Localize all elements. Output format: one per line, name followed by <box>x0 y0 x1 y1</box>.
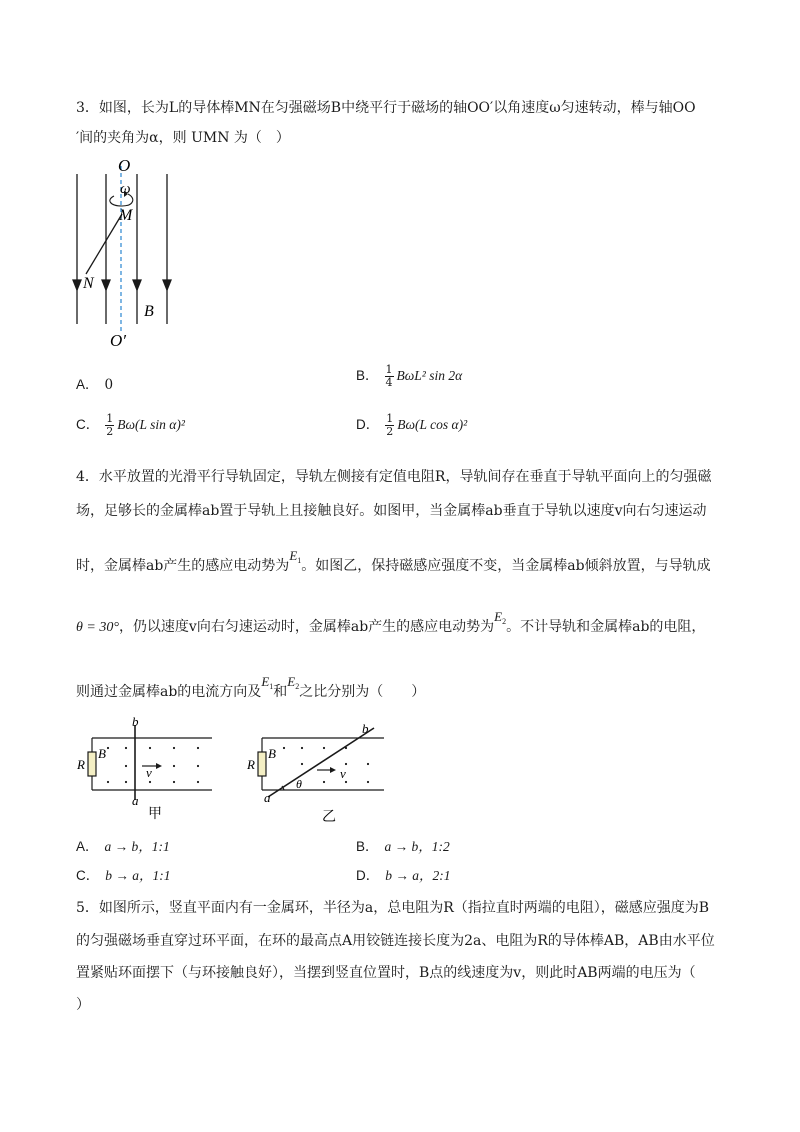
field-arrow-3 <box>133 280 141 290</box>
q3-option-d: D． $\frac{1}{2}$ Bω(L cos α)² <box>356 412 468 438</box>
q4-text-line1: 4．水平放置的光滑平行导轨固定，导轨左侧接有定值电阻R，导轨间存在垂直于导轨平面向上的匀强磁 <box>76 469 712 485</box>
q5-text-line4: ） <box>76 997 90 1013</box>
rod-mn <box>86 214 122 274</box>
svg-text:B: B <box>268 746 276 761</box>
label-o: O <box>118 156 131 175</box>
q4-option-c: C． b → a，1:1 <box>76 868 171 883</box>
field-arrow-1 <box>73 280 81 290</box>
q3-text-line1: 3．如图，长为L的导体棒MN在匀强磁场B中绕平行于磁场的轴OO′以角速度ω匀速转动，棒与轴OO <box>76 100 696 116</box>
q4-text-line5: 则通过金属棒ab的电流方向及$E_1$和$E_2$之比分别为（ ） <box>76 674 426 700</box>
q3-figure <box>62 152 192 352</box>
q4-text-line2: 场，足够长的金属棒ab置于导轨上且接触良好。如图甲，当金属棒ab垂直于导轨以速度v向右匀速运动 <box>76 503 707 519</box>
svg-text:b: b <box>132 716 139 729</box>
svg-text:v: v <box>146 765 152 780</box>
svg-text:a: a <box>132 793 139 808</box>
svg-text:R: R <box>247 757 255 772</box>
field-arrow-4 <box>163 280 171 290</box>
label-omega: ω <box>120 181 131 197</box>
label-n: N <box>83 275 94 292</box>
svg-text:B: B <box>98 746 106 761</box>
q3-option-b: B． $\frac{1}{4}$ BωL² sin 2α <box>356 363 463 389</box>
label-o-prime: O′ <box>110 331 126 350</box>
resistor-r <box>258 752 266 776</box>
field-dots <box>107 747 199 783</box>
q5-text-line1: 5．如图所示，竖直平面内有一金属环，半径为a，总电阻为R（指拉直时两端的电阻），磁感应强度为B <box>76 900 710 916</box>
q3-option-a: A． 0 <box>76 377 114 393</box>
label-b: B <box>144 303 154 320</box>
svg-text:b: b <box>362 721 369 736</box>
q4-text-line4: θ = 30°，仍以速度v向右匀速运动时，金属棒ab产生的感应电动势为$E_2$。不计导轨和金属棒ab的电阻， <box>76 609 706 635</box>
q4-text-line3: 时，金属棒ab产生的感应电动势为$E_1$。如图乙，保持磁感应强度不变，当金属棒ab倾斜放置，与导轨成 <box>76 548 711 574</box>
resistor-r <box>88 752 96 776</box>
svg-text:a: a <box>264 790 271 805</box>
caption-jia: 甲 <box>148 807 162 822</box>
q4-option-d: D． b → a，2:1 <box>356 868 451 883</box>
q5-text-line2: 的匀强磁场垂直穿过环平面，在环的最高点A用铰链连接长度为2a、电阻为R的导体棒AB，AB由水平位 <box>76 933 715 949</box>
svg-text:v: v <box>340 766 346 781</box>
q5-text-line3: 置紧贴环面摆下（与环接触良好），当摆到竖直位置时，B点的线速度为v，则此时AB两端的电压为（ <box>76 965 696 981</box>
q4-option-a: A． a → b，1:1 <box>76 839 170 854</box>
svg-text:θ: θ <box>296 777 302 791</box>
q4-option-b: B． a → b，1:2 <box>356 839 450 854</box>
q4-figure-a <box>74 716 220 822</box>
q4-figure-b <box>244 716 394 826</box>
caption-yi: 乙 <box>322 810 336 825</box>
q3-text-line2: ′间的夹角为α，则 UMN 为（ ） <box>76 130 290 146</box>
svg-text:R: R <box>77 757 85 772</box>
q3-option-c: C． $\frac{1}{2}$ Bω(L sin α)² <box>76 412 185 438</box>
label-m: M <box>119 207 133 224</box>
field-arrow-2 <box>102 280 110 290</box>
